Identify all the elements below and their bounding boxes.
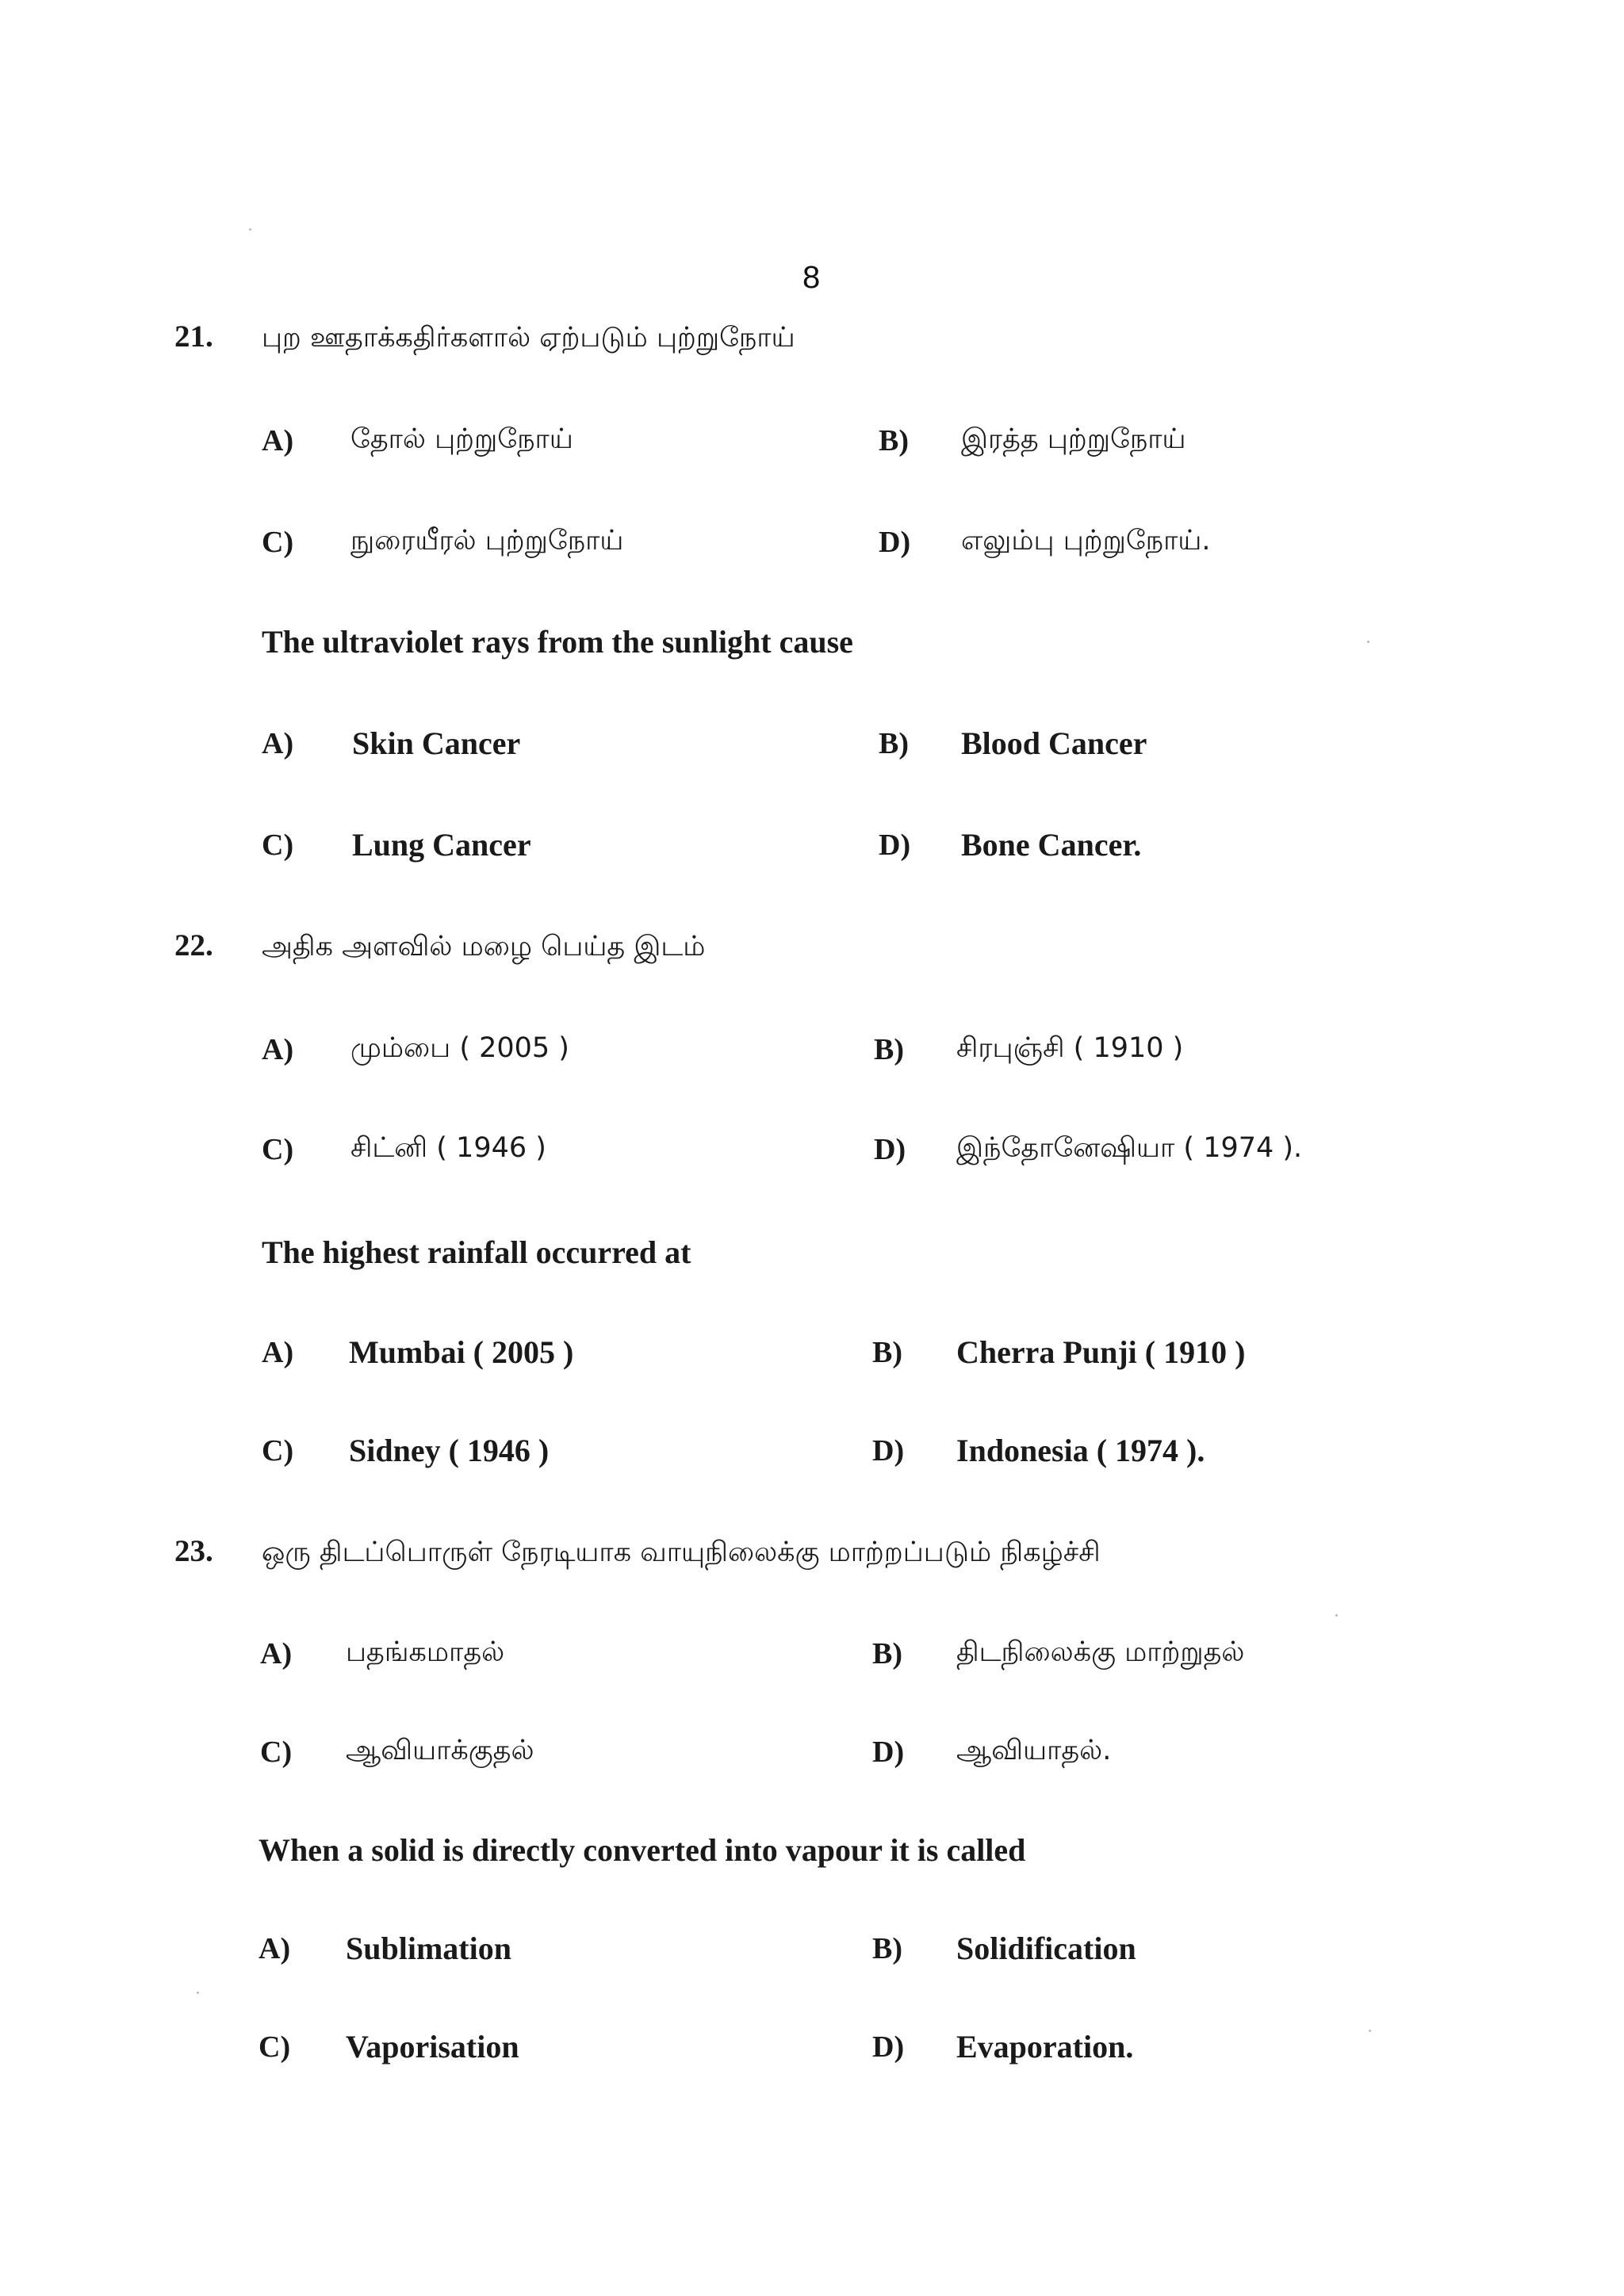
option-text: Bone Cancer. (961, 827, 1142, 863)
option-label: D) (872, 2030, 905, 2064)
option-label: B) (879, 727, 909, 760)
question-text-english: The highest rainfall occurred at (262, 1234, 691, 1270)
option-text: இந்தோனேஷியா ( 1974 ). (956, 1132, 1303, 1164)
option-text: Lung Cancer (352, 827, 531, 863)
option-label: A) (262, 424, 294, 457)
option-text: தோல் புற்றுநோய் (350, 423, 573, 455)
option-label: B) (879, 424, 909, 457)
scan-speck (1335, 1614, 1338, 1617)
option-text: Sidney ( 1946 ) (349, 1433, 550, 1468)
option-label: C) (259, 2030, 291, 2064)
option-label: A) (262, 727, 294, 760)
option-text: Sublimation (346, 1931, 511, 1966)
option-label: A) (260, 1637, 293, 1670)
option-text: Evaporation. (956, 2029, 1134, 2064)
option-text: ஆவியாதல். (956, 1735, 1112, 1766)
option-label: D) (872, 1434, 905, 1468)
option-label: D) (879, 828, 911, 862)
option-text: திடநிலைக்கு மாற்றுதல் (956, 1636, 1245, 1668)
option-text: Skin Cancer (352, 725, 521, 761)
option-label: B) (872, 1637, 902, 1670)
scan-speck (249, 228, 251, 231)
page-number: 8 (802, 260, 821, 295)
option-label: D) (872, 1735, 905, 1769)
option-label: C) (262, 1133, 294, 1166)
question-text-tamil: புற ஊதாக்கதிர்களால் ஏற்படும் புற்றுநோய் (262, 322, 795, 354)
option-text: Cherra Punji ( 1910 ) (956, 1334, 1246, 1370)
option-label: B) (872, 1932, 902, 1965)
option-text: சிரபுஞ்சி ( 1910 ) (956, 1032, 1184, 1064)
option-text: ஆவியாக்குதல் (346, 1735, 534, 1766)
question-number: 21. (174, 320, 213, 354)
scan-speck (1367, 641, 1369, 643)
option-text: Solidification (956, 1931, 1136, 1966)
option-text: Indonesia ( 1974 ). (956, 1433, 1205, 1468)
scan-speck (1369, 2030, 1371, 2032)
option-label: A) (262, 1336, 294, 1369)
option-label: C) (262, 828, 294, 862)
question-text-english: The ultraviolet rays from the sunlight cause (262, 624, 853, 660)
option-label: D) (879, 526, 911, 559)
option-text: Vaporisation (346, 2029, 519, 2064)
option-text: இரத்த புற்றுநோய் (961, 423, 1186, 455)
question-number: 22. (174, 928, 213, 962)
option-label: D) (874, 1133, 906, 1166)
option-text: நுரையீரல் புற்றுநோய் (350, 525, 624, 557)
question-text-tamil: அதிக அளவில் மழை பெய்த இடம் (262, 931, 706, 962)
question-number: 23. (174, 1534, 213, 1568)
question-text-english: When a solid is directly converted into vapour it is called (259, 1832, 1026, 1868)
scan-speck (197, 1992, 199, 1994)
option-label: A) (262, 1033, 294, 1066)
question-text-tamil: ஒரு திடப்பொருள் நேரடியாக வாயுநிலைக்கு மாற்றப்படும் நிகழ்ச்சி (262, 1536, 1101, 1568)
option-text: பதங்கமாதல் (346, 1636, 505, 1668)
option-label: A) (259, 1932, 291, 1965)
option-label: C) (262, 1434, 294, 1468)
option-label: B) (874, 1033, 904, 1066)
option-label: C) (260, 1735, 293, 1769)
option-text: Blood Cancer (961, 725, 1147, 761)
option-label: C) (262, 526, 294, 559)
option-text: சிட்னி ( 1946 ) (350, 1132, 546, 1164)
option-text: Mumbai ( 2005 ) (349, 1334, 574, 1370)
option-text: மும்பை ( 2005 ) (350, 1032, 569, 1064)
option-label: B) (872, 1336, 902, 1369)
option-text: எலும்பு புற்றுநோய். (961, 525, 1211, 557)
